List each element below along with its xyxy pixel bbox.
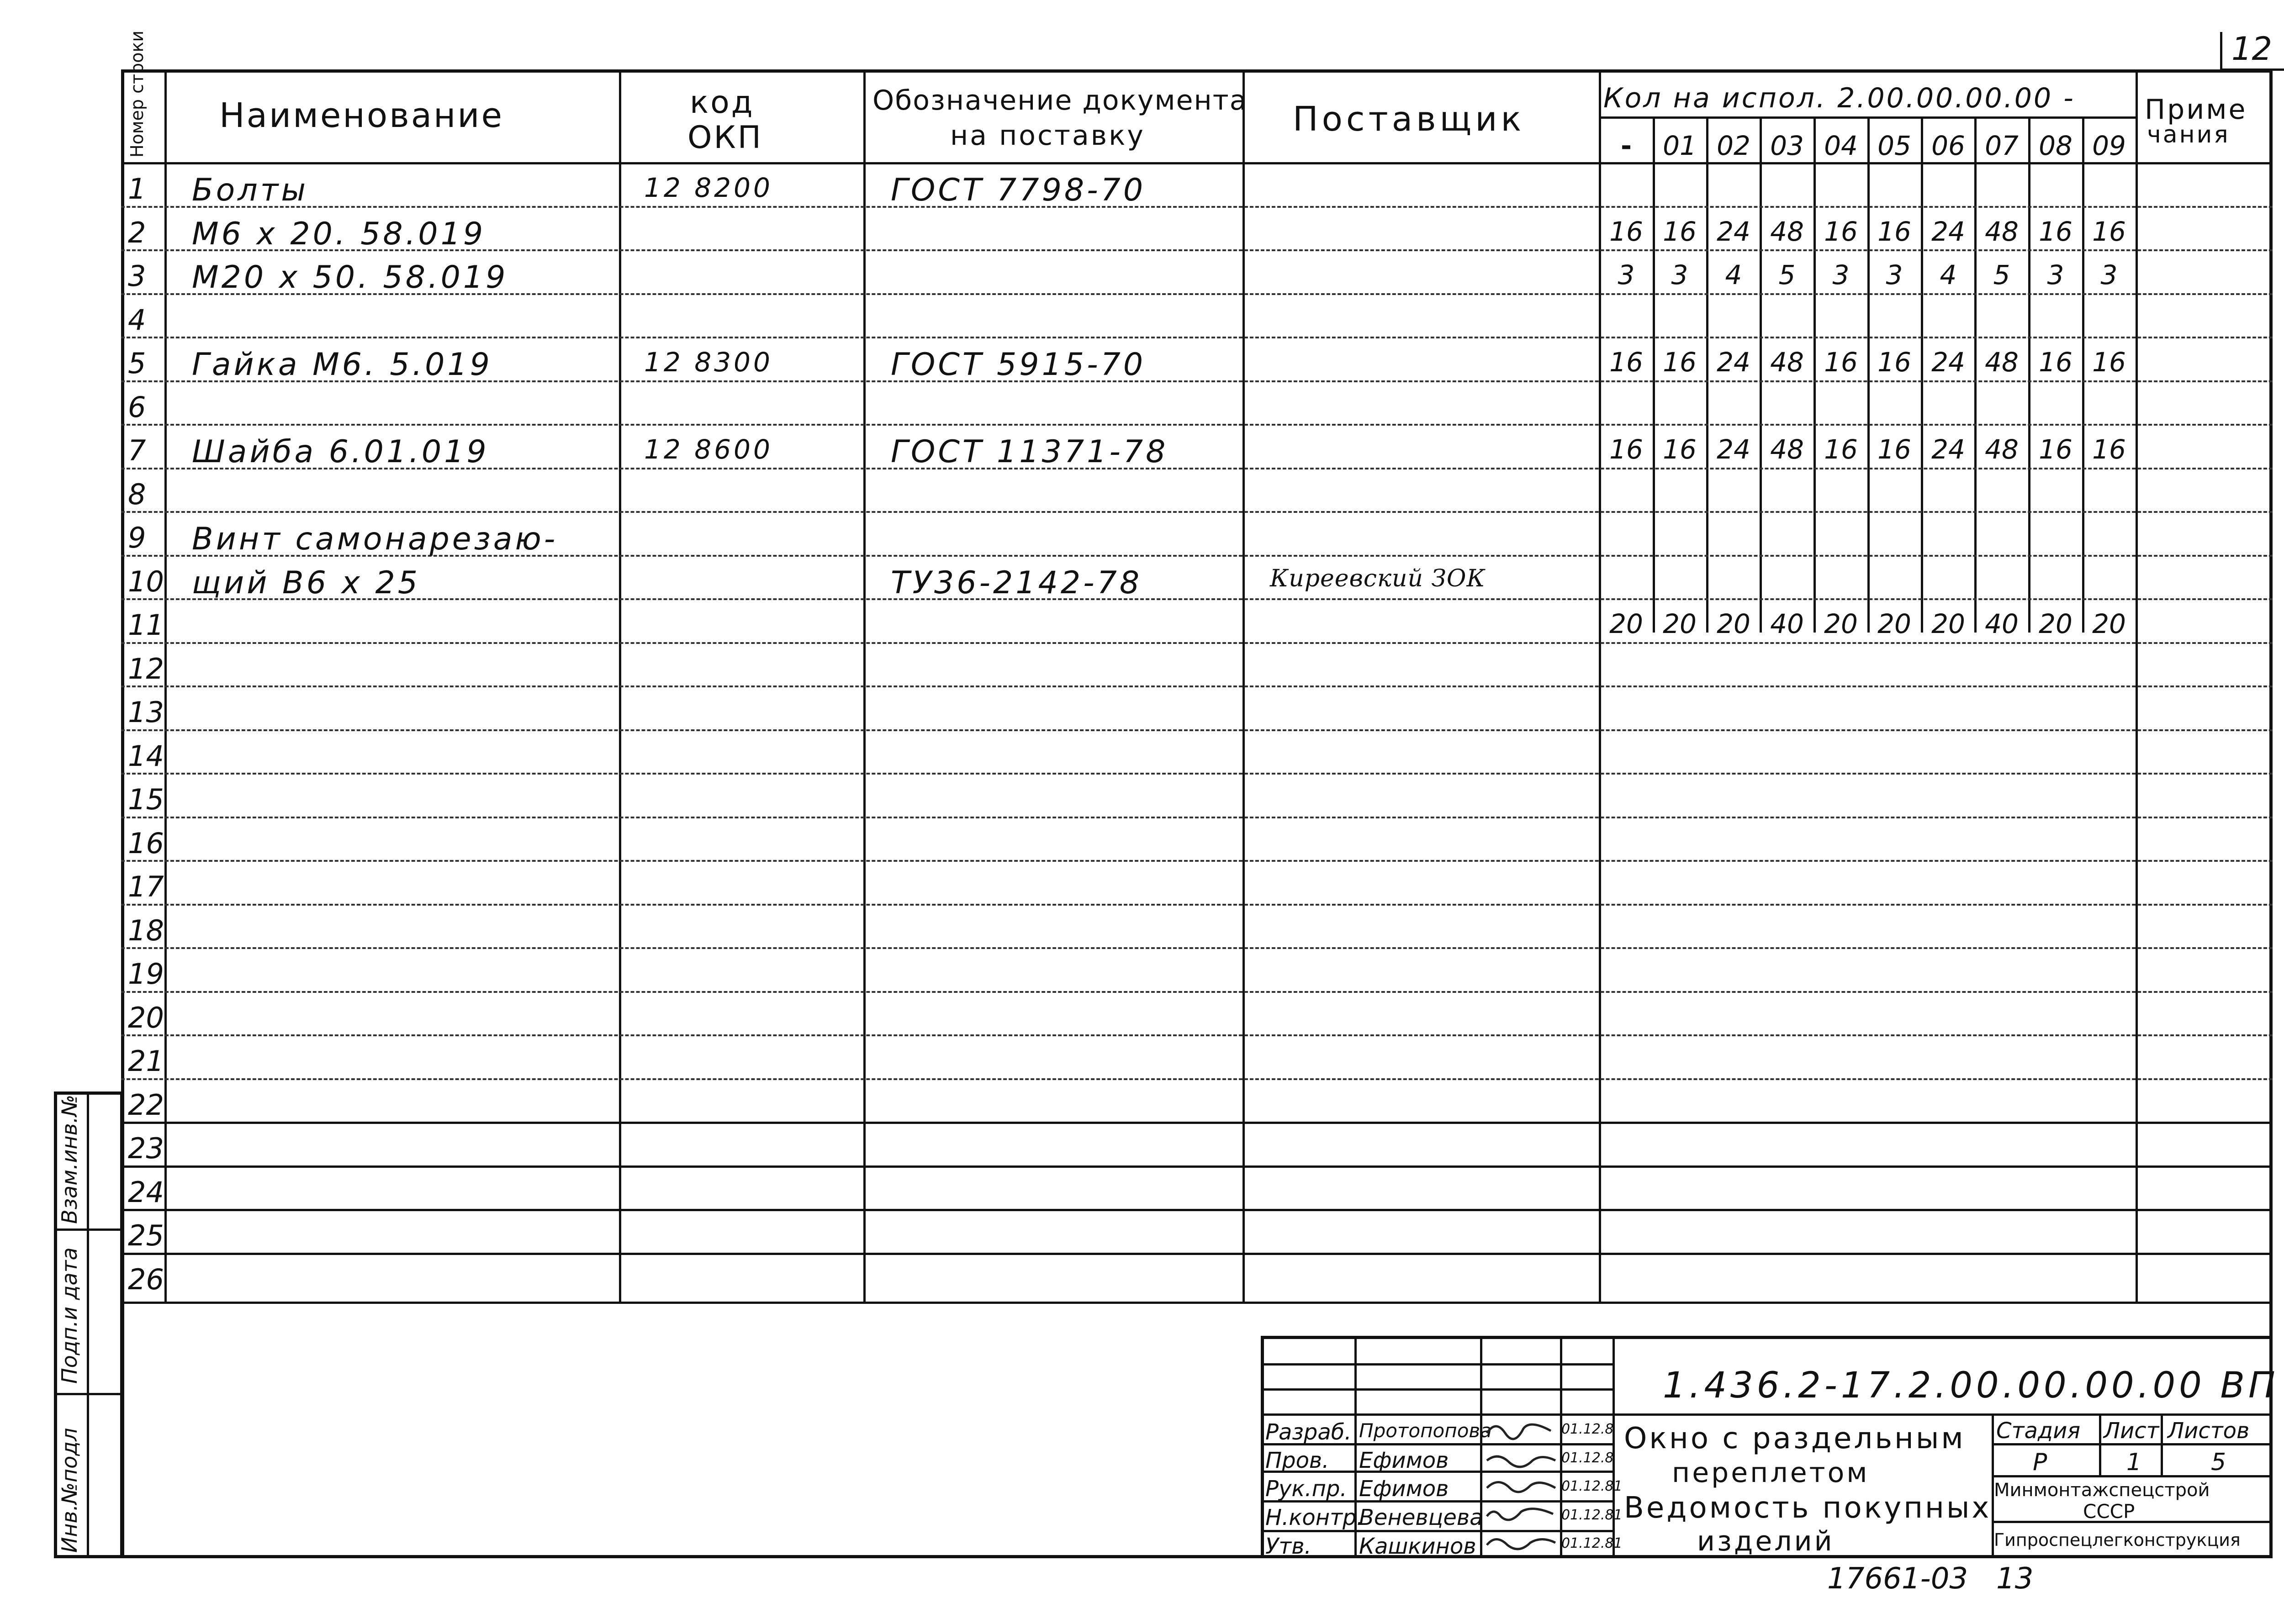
row-number: 9 xyxy=(128,521,146,554)
date-ruk: 01.12.81 xyxy=(1561,1478,1623,1494)
org-line-3: Гипроспецлегконструкция xyxy=(1994,1530,2241,1550)
title-line-3: Ведомость покупных xyxy=(1624,1491,1992,1525)
quantity-value: 20 xyxy=(1717,608,1750,639)
qty-col-header: 08 xyxy=(2039,130,2073,161)
item-name: Гайка М6. 5.019 xyxy=(192,347,492,383)
page-number: 12 xyxy=(2231,30,2273,68)
row-separator xyxy=(121,1078,2273,1080)
quantity-value: 40 xyxy=(1985,608,2019,639)
row-separator xyxy=(121,337,2273,338)
name-utv: Кашкинов xyxy=(1359,1534,1476,1559)
row-separator xyxy=(121,817,2273,818)
footer-page: 13 xyxy=(1996,1562,2034,1596)
row-separator xyxy=(121,1165,2273,1168)
date-razrab: 01.12.8 xyxy=(1561,1421,1614,1437)
header-bottom-line xyxy=(121,162,2273,164)
row-separator xyxy=(121,773,2273,775)
header-name: Наименование xyxy=(219,96,504,135)
quantity-value: 24 xyxy=(1717,216,1750,247)
header-doc-2: на поставку xyxy=(950,120,1145,152)
qty-col-header: 01 xyxy=(1663,130,1697,161)
row-separator xyxy=(121,947,2273,949)
quantity-value: 20 xyxy=(2092,608,2126,639)
quantity-value: 16 xyxy=(2092,216,2126,247)
quantity-value: 16 xyxy=(1877,434,1911,465)
item-name: Болты xyxy=(192,172,309,208)
row-number: 26 xyxy=(128,1262,164,1296)
quantity-value: 16 xyxy=(1663,216,1697,247)
header-doc-1: Обозначение документа xyxy=(872,84,1248,116)
row-number: 17 xyxy=(128,870,164,903)
supply-document: ГОСТ 11371-78 xyxy=(891,434,1168,470)
quantity-value: 24 xyxy=(1717,434,1750,465)
side-stamp-podp-data: Подп.и дата xyxy=(57,1247,82,1384)
quantity-value: 3 xyxy=(1671,259,1688,290)
quantity-value: 20 xyxy=(2039,608,2073,639)
item-name: М20 x 50. 58.019 xyxy=(192,259,508,295)
footer-number: 17661-03 xyxy=(1827,1562,1968,1596)
supplier-name: Киреевский ЗОК xyxy=(1270,564,1486,592)
quantity-value: 48 xyxy=(1985,434,2019,465)
quantity-value: 20 xyxy=(1663,608,1697,639)
row-number: 8 xyxy=(128,477,146,511)
header-notes-1: Приме xyxy=(2145,94,2247,126)
quantity-value: 48 xyxy=(1770,434,1804,465)
role-ruk: Рук.пр. xyxy=(1265,1476,1347,1502)
header-okp-code-1: код xyxy=(690,84,755,121)
tb-sep-date xyxy=(1613,1336,1615,1558)
org-line-1: Минмонтажспецстрой xyxy=(1994,1480,2210,1501)
row-number: 23 xyxy=(128,1132,164,1165)
row-separator xyxy=(121,1209,2273,1211)
header-supplier: Поставщик xyxy=(1293,100,1525,139)
okp-code: 12 8200 xyxy=(644,172,773,203)
role-prov: Пров. xyxy=(1265,1448,1329,1473)
row-number: 3 xyxy=(128,259,146,293)
row-separator xyxy=(121,511,2273,513)
row-number: 13 xyxy=(128,696,164,729)
quantity-value: 16 xyxy=(1824,347,1858,378)
quantity-value: 4 xyxy=(1940,259,1957,290)
quantity-value: 48 xyxy=(1770,216,1804,247)
side-stamp-vzam: Взам.инв.№ xyxy=(57,1094,82,1224)
quantity-value: 48 xyxy=(1985,347,2019,378)
name-prov: Ефимов xyxy=(1359,1448,1449,1473)
name-razrab: Протопопова xyxy=(1359,1419,1492,1442)
quantity-value: 16 xyxy=(1824,216,1858,247)
row-separator xyxy=(121,424,2273,426)
side-stamp-col xyxy=(87,1091,89,1558)
quantity-value: 16 xyxy=(2039,216,2073,247)
quantity-value: 16 xyxy=(1609,434,1643,465)
quantity-value: 20 xyxy=(1609,608,1643,639)
tb-line xyxy=(1261,1413,2273,1416)
row-number: 10 xyxy=(128,564,164,598)
name-nkontr: Веневцева xyxy=(1359,1505,1483,1530)
row-number: 7 xyxy=(128,434,146,467)
row-number: 6 xyxy=(128,390,146,424)
qty-col-header: 09 xyxy=(2092,130,2126,161)
side-stamp-inv-podl: Инв.№подл xyxy=(57,1428,82,1553)
row-number: 4 xyxy=(128,303,146,337)
title-line-2: переплетом xyxy=(1672,1457,1870,1489)
quantity-value: 3 xyxy=(2047,259,2064,290)
qty-col-header: 06 xyxy=(1931,130,1965,161)
quantity-value: 24 xyxy=(1931,434,1965,465)
header-row-no: Номер строки xyxy=(127,30,147,158)
role-nkontr: Н.контр. xyxy=(1265,1505,1364,1530)
quantity-value: 16 xyxy=(1877,347,1911,378)
quantity-value: 48 xyxy=(1770,347,1804,378)
role-razrab: Разраб. xyxy=(1265,1419,1352,1445)
header-notes-2: чания xyxy=(2147,121,2230,148)
name-ruk: Ефимов xyxy=(1359,1476,1449,1502)
row-separator xyxy=(121,729,2273,731)
quantity-value: 40 xyxy=(1770,608,1804,639)
title-line-4: изделий xyxy=(1697,1525,1835,1557)
quantity-value: 16 xyxy=(1824,434,1858,465)
tb-line xyxy=(1261,1363,1613,1366)
row-separator xyxy=(121,642,2273,644)
quantity-value: 3 xyxy=(1886,259,1903,290)
row-number: 14 xyxy=(128,739,164,773)
signature-marks xyxy=(1482,1415,1560,1556)
item-name: Шайба 6.01.019 xyxy=(192,434,489,470)
supply-document: ГОСТ 7798-70 xyxy=(891,172,1146,208)
header-qty-title: Кол на испол. 2.00.00.00.00 - xyxy=(1603,82,2075,114)
row-number: 15 xyxy=(128,783,164,816)
row-separator xyxy=(121,1122,2273,1124)
row-number: 16 xyxy=(128,826,164,860)
quantity-value: 20 xyxy=(1824,608,1858,639)
quantity-value: 16 xyxy=(1663,347,1697,378)
tb-sep-sig xyxy=(1560,1336,1562,1558)
page-number-side xyxy=(2220,32,2222,69)
quantity-value: 3 xyxy=(1832,259,1850,290)
quantity-value: 16 xyxy=(2092,434,2126,465)
sheets-value: 5 xyxy=(2211,1449,2226,1476)
qty-col-header: - xyxy=(1620,130,1632,161)
supply-document: ТУ36-2142-78 xyxy=(891,564,1142,601)
org-line-2: СССР xyxy=(2083,1500,2135,1523)
row-separator xyxy=(121,206,2273,208)
quantity-value: 3 xyxy=(1618,259,1635,290)
row-number: 18 xyxy=(128,913,164,947)
date-nkontr: 01.12.81 xyxy=(1561,1507,1623,1523)
okp-code: 12 8300 xyxy=(644,347,773,378)
row-number: 12 xyxy=(128,652,164,685)
row-separator xyxy=(121,598,2273,600)
quantity-value: 16 xyxy=(1609,347,1643,378)
row-number: 2 xyxy=(128,216,146,249)
row-number: 21 xyxy=(128,1044,164,1078)
sheet-label: Лист xyxy=(2104,1418,2159,1444)
qty-col-header: 05 xyxy=(1877,130,1911,161)
qty-col-header: 07 xyxy=(1985,130,2019,161)
quantity-value: 16 xyxy=(1877,216,1911,247)
date-utv: 01.12.81 xyxy=(1561,1535,1623,1551)
header-okp-code-2: ОКП xyxy=(687,120,763,156)
item-name: щий В6 x 25 xyxy=(192,564,420,601)
qty-col-header: 03 xyxy=(1770,130,1804,161)
row-number: 19 xyxy=(128,957,164,991)
sheets-label: Листов xyxy=(2168,1418,2250,1444)
item-name: Винт самонарезаю- xyxy=(192,521,558,557)
quantity-value: 24 xyxy=(1931,216,1965,247)
quantity-value: 20 xyxy=(1877,608,1911,639)
qty-col-header: 02 xyxy=(1717,130,1750,161)
quantity-value: 4 xyxy=(1725,259,1742,290)
date-prov: 01.12.8 xyxy=(1561,1450,1614,1466)
row-number: 5 xyxy=(128,347,146,380)
quantity-value: 16 xyxy=(1663,434,1697,465)
row-number: 11 xyxy=(128,608,164,642)
row-separator xyxy=(121,1253,2273,1255)
supply-document: ГОСТ 5915-70 xyxy=(891,347,1146,383)
tb-line xyxy=(1261,1388,1613,1391)
quantity-value: 3 xyxy=(2100,259,2118,290)
quantity-value: 16 xyxy=(2039,347,2073,378)
row-number: 24 xyxy=(128,1175,164,1209)
quantity-value: 5 xyxy=(1778,259,1796,290)
quantity-value: 16 xyxy=(2092,347,2126,378)
quantity-value: 20 xyxy=(1931,608,1965,639)
quantity-value: 16 xyxy=(1609,216,1643,247)
stage-value: Р xyxy=(2033,1449,2047,1476)
quantity-value: 48 xyxy=(1985,216,2019,247)
row-separator xyxy=(121,685,2273,687)
quantity-value: 16 xyxy=(2039,434,2073,465)
table-bottom-line xyxy=(121,1302,2273,1304)
okp-code: 12 8600 xyxy=(644,434,773,465)
row-separator xyxy=(121,1034,2273,1036)
sheet-value: 1 xyxy=(2126,1449,2142,1476)
quantity-value: 24 xyxy=(1931,347,1965,378)
qty-col-header: 04 xyxy=(1824,130,1858,161)
row-number: 1 xyxy=(128,172,146,206)
row-number: 20 xyxy=(128,1001,164,1034)
quantity-value: 5 xyxy=(1993,259,2010,290)
row-number: 25 xyxy=(128,1219,164,1252)
role-utv: Утв. xyxy=(1265,1534,1311,1559)
item-name: М6 x 20. 58.019 xyxy=(192,216,486,252)
row-separator xyxy=(121,860,2273,862)
title-line-1: Окно с раздельным xyxy=(1624,1422,1966,1455)
row-separator xyxy=(121,991,2273,993)
stage-label: Стадия xyxy=(1996,1418,2081,1444)
quantity-value: 24 xyxy=(1717,347,1750,378)
row-separator xyxy=(121,904,2273,906)
document-designation: 1.436.2-17.2.00.00.00.00 ВП xyxy=(1663,1365,2279,1406)
row-number: 22 xyxy=(128,1088,164,1122)
